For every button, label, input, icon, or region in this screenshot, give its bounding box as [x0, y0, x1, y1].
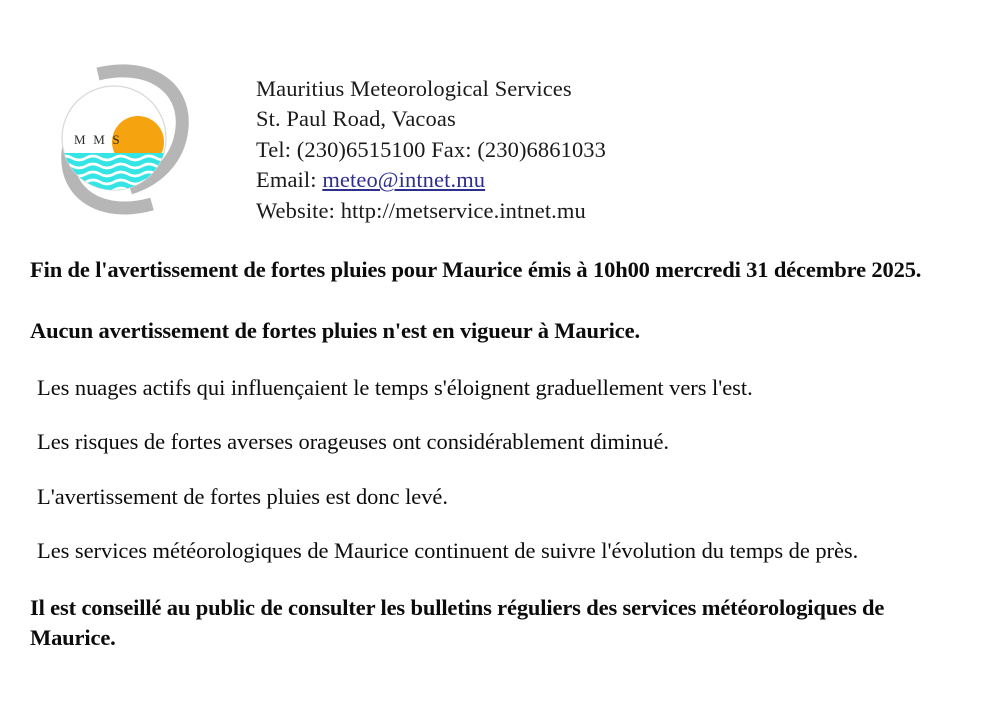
mms-logo: [52, 52, 197, 224]
organisation-details: [256, 74, 946, 226]
spacer: [0, 566, 983, 593]
bulletin-status: Aucun avertissement de fortes pluies n'est en vigueur à Maurice.: [30, 318, 640, 344]
email-link[interactable]: meteo@intnet.mu: [322, 167, 486, 193]
spacer: [0, 458, 983, 482]
logo-monogram: M M S: [74, 132, 122, 147]
mms-logo-icon: [52, 52, 197, 224]
bulletin-point: Les services météorologiques de Maurice continuent de suivre l'évolution du temps de près.: [37, 537, 859, 563]
bulletin-point: Les risques de fortes averses orageuses ont considérablement diminué.: [37, 429, 669, 455]
bulletin-advisory: Il est conseillé au public de consulter les bulletins réguliers des services météorologiques de Maurice.: [30, 594, 885, 650]
spacer: [0, 403, 983, 427]
spacer: [0, 346, 983, 373]
bulletin-point: L'avertissement de fortes pluies est donc levé.: [37, 483, 448, 509]
organisation-address: St. Paul Road, Vacoas: [256, 106, 456, 132]
letterhead: [0, 52, 983, 227]
email-label: Email:: [256, 167, 317, 193]
organisation-name: Mauritius Meteorological Services: [256, 76, 572, 101]
organisation-phones: Tel: (230)6515100 Fax: (230)6861033: [256, 136, 607, 162]
spacer: [0, 512, 983, 536]
website-value: http://metservice.intnet.mu: [340, 197, 586, 223]
website-label: Website:: [256, 197, 335, 223]
organisation-website-row: [256, 196, 946, 226]
bulletin-body: [0, 255, 983, 653]
bulletin-point: Les nuages actifs qui influençaient le temps s'éloignent graduellement vers l'est.: [37, 375, 753, 401]
bulletin-headline: Fin de l'avertissement de fortes pluies pour Maurice émis à 10h00 mercredi 31 décembre 2025.: [30, 257, 922, 282]
spacer: [0, 285, 983, 316]
organisation-email-row: [256, 165, 946, 195]
